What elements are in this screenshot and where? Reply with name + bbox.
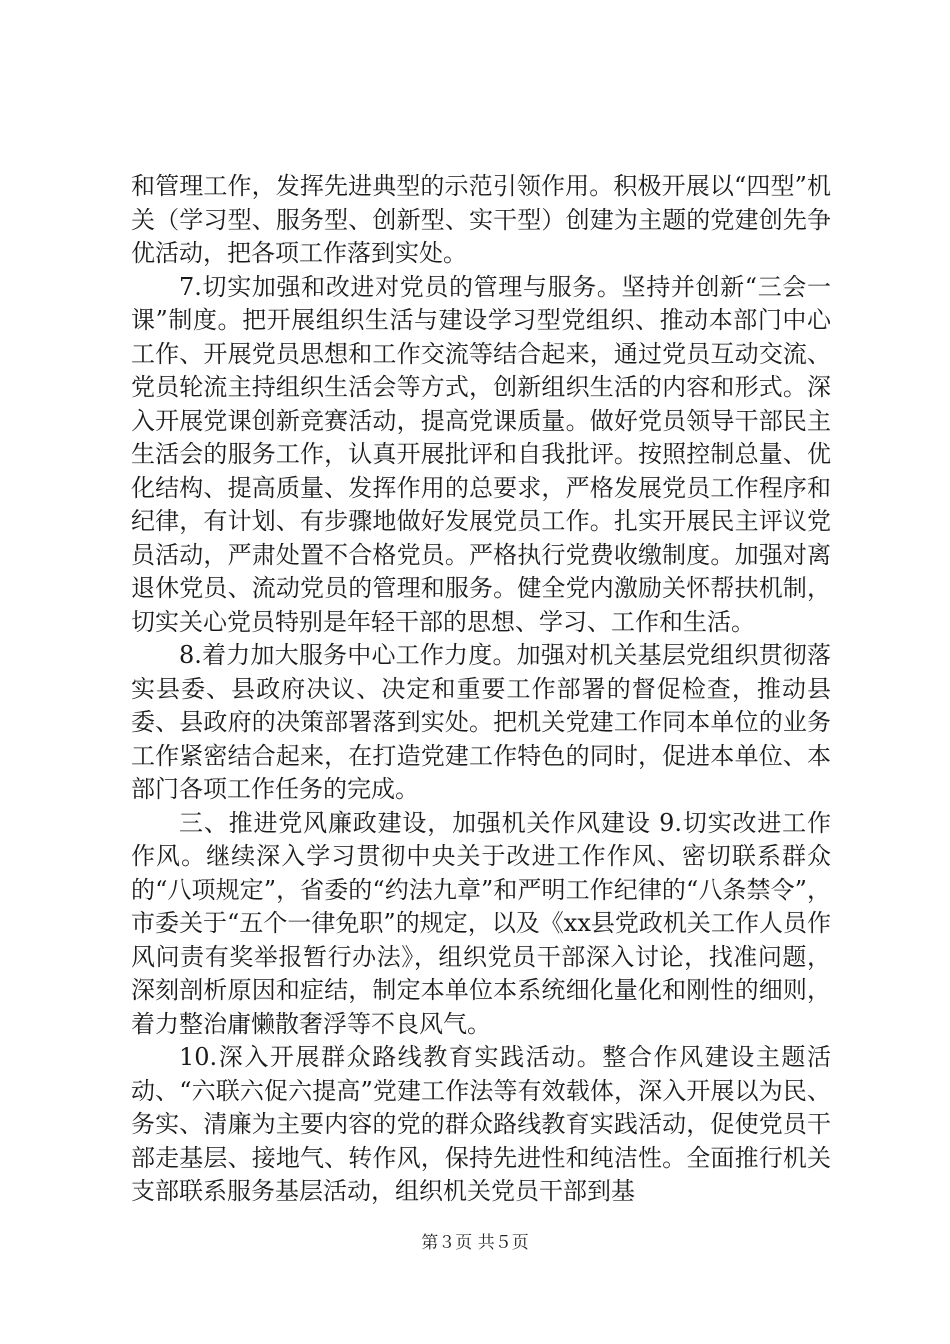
page-number-footer: 第３页 共５页 xyxy=(421,1233,529,1253)
paragraph-item-8: 8.着力加大服务中心工作力度。加强对机关基层党组织贯彻落实县委、县政府决议、决定和重要工作部署的督促检查，推动县委、县政府的决策部署落到实处。把机关党建工作同本单位的业务工作紧密结合起来，在打造党建工作特色的同时，促进本单位、本部门各项工作任务的完成。 xyxy=(131,641,831,803)
document-body xyxy=(131,170,831,1209)
paragraph-section-3: 三、推进党风廉政建设，加强机关作风建设 9.切实改进工作作风。继续深入学习贯彻中央关于改进工作作风、密切联系群众的“八项规定”，省委的“约法九章”和严明工作纪律的“八条禁令”，市委关于“五个一律免职”的规定，以及《xx县党政机关工作人员作风问责有奖举报暂行办法》，组织党员干部深入讨论，找准问题，深刻剖析原因和症结，制定本单位本系统细化量化和刚性的细则，着力整治庸懒散奢浮等不良风气。 xyxy=(131,808,831,1038)
paragraph-continuation: 和管理工作，发挥先进典型的示范引领作用。积极开展以“四型”机关（学习型、服务型、创新型、实干型）创建为主题的党建创先争优活动，把各项工作落到实处。 xyxy=(131,172,831,267)
paragraph-item-7: 7.切实加强和改进对党员的管理与服务。坚持并创新“三会一课”制度。把开展组织生活与建设学习型党组织、推动本部门中心工作、开展党员思想和工作交流等结合起来，通过党员互动交流、党员轮流主持组织生活会等方式，创新组织生活的内容和形式。深入开展党课创新竞赛活动，提高党课质量。做好党员领导干部民主生活会的服务工作，认真开展批评和自我批评。按照控制总量、优化结构、提高质量、发挥作用的总要求，严格发展党员工作程序和纪律，有计划、有步骤地做好发展党员工作。扎实开展民主评议党员活动，严肃处置不合格党员。严格执行党费收缴制度。加强对离退休党员、流动党员的管理和服务。健全党内激励关怀帮扶机制，切实关心党员特别是年轻干部的思想、学习、工作和生活。 xyxy=(131,272,831,636)
paragraph-item-10: 10.深入开展群众路线教育实践活动。整合作风建设主题活动、“六联六促六提高”党建工作法等有效载体，深入开展以为民、务实、清廉为主要内容的党的群众路线教育实践活动，促使党员干部走基层、接地气、转作风，保持先进性和纯洁性。全面推行机关支部联系服务基层活动，组织机关党员干部到基 xyxy=(131,1043,831,1205)
